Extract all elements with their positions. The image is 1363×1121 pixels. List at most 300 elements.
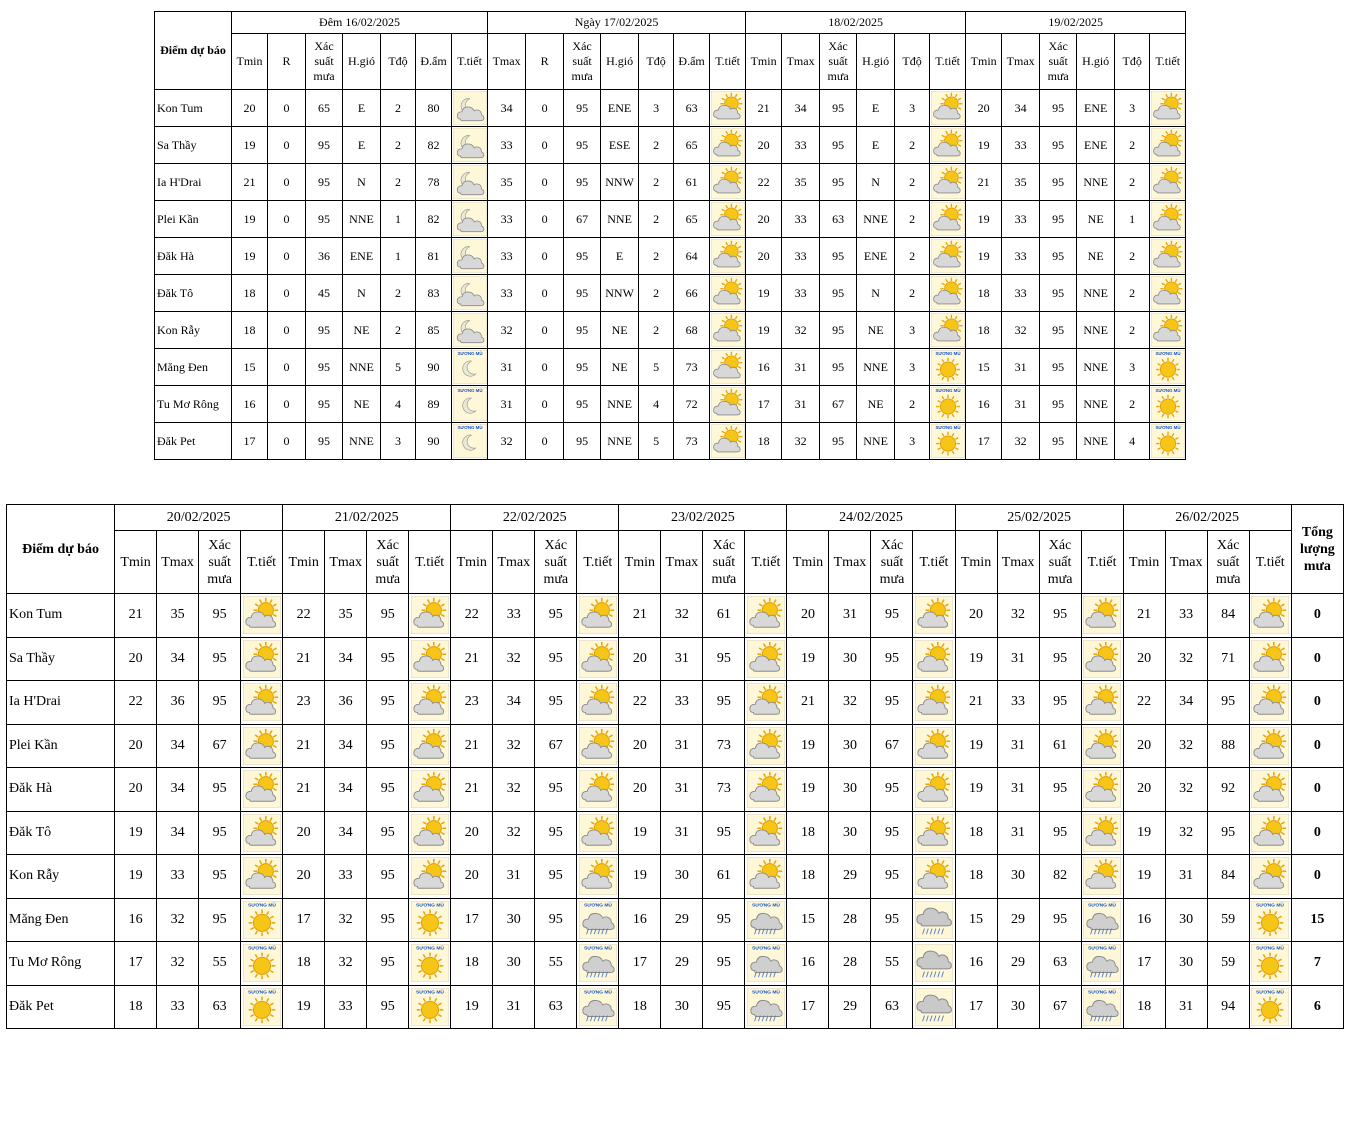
sun-cloud-icon (1150, 238, 1186, 275)
cell-t: 2 (1115, 386, 1150, 423)
cell-tmin: 21 (283, 637, 325, 681)
cell-total-rain: 7 (1291, 942, 1343, 986)
cell-m: 61 (674, 164, 710, 201)
sun-cloud-icon (710, 127, 746, 164)
column-header-x-c-su-t-m-a: Xác suất mưa (535, 531, 577, 594)
date-header: 24/02/2025 (787, 505, 955, 531)
date-header: 26/02/2025 (1123, 505, 1291, 531)
cell-m: 68 (674, 312, 710, 349)
cell-tmin: 22 (746, 164, 782, 201)
cell-tmin: 21 (451, 637, 493, 681)
fog-moon-icon (452, 349, 488, 386)
cell-tmax: 31 (997, 637, 1039, 681)
cell-tmax: 34 (325, 768, 367, 812)
cell-x-c-su-t-m-a: 95 (1040, 164, 1077, 201)
cell-x-c-su-t-m-a: 95 (820, 90, 857, 127)
cell-tmax: 32 (782, 312, 820, 349)
sun-cloud-icon (1249, 724, 1291, 768)
date-header: 21/02/2025 (283, 505, 451, 531)
cell-x-c-su-t-m-a: 95 (820, 127, 857, 164)
table-row (155, 164, 1186, 201)
cell-m: 82 (416, 201, 452, 238)
cell-tmax: 32 (1165, 811, 1207, 855)
cell-tmin: 21 (283, 768, 325, 812)
cell-tmax: 31 (997, 724, 1039, 768)
sun-cloud-icon (710, 90, 746, 127)
cell-tmax: 34 (1165, 681, 1207, 725)
sun-cloud-icon (930, 90, 966, 127)
cell-t: 2 (381, 90, 416, 127)
cell-tmin: 18 (787, 811, 829, 855)
cell-tmax: 31 (782, 349, 820, 386)
cell-x-c-su-t-m-a: 95 (1040, 90, 1077, 127)
cell-x-c-su-t-m-a: 95 (535, 855, 577, 899)
cell-h-gi: NNE (857, 423, 895, 460)
cell-h-gi: N (857, 164, 895, 201)
cell-tmax: 33 (325, 985, 367, 1029)
cell-tmin: 19 (746, 312, 782, 349)
column-header-t-ti-t: T.tiết (745, 531, 787, 594)
cell-tmin: 16 (955, 942, 997, 986)
column-header-x-c-su-t-m-a: Xác suất mưa (1039, 531, 1081, 594)
place-name: Ia H'Drai (155, 164, 232, 201)
sun-cloud-icon (1249, 855, 1291, 899)
cell-tmax: 33 (1002, 238, 1040, 275)
cell-tmin: 18 (955, 855, 997, 899)
cell-t: 2 (381, 164, 416, 201)
column-header-tmin: Tmin (966, 34, 1002, 90)
cell-tmin: 18 (232, 312, 268, 349)
sun-cloud-icon (577, 594, 619, 638)
cell-h-gi: NNE (1077, 312, 1115, 349)
column-header-t: Tđộ (381, 34, 416, 90)
rain-cloud-icon (913, 942, 955, 986)
cell-tmin: 17 (1123, 942, 1165, 986)
cell-total-rain: 0 (1291, 855, 1343, 899)
cell-x-c-su-t-m-a: 95 (367, 855, 409, 899)
cell-t: 2 (381, 275, 416, 312)
fog-sun-icon (1150, 423, 1186, 460)
sun-cloud-icon (577, 811, 619, 855)
cell-tmin: 20 (283, 811, 325, 855)
cell-x-c-su-t-m-a: 95 (1039, 768, 1081, 812)
cell-x-c-su-t-m-a: 95 (1040, 386, 1077, 423)
cell-tmax: 33 (493, 594, 535, 638)
fog-rain-icon (1081, 942, 1123, 986)
cell-x-c-su-t-m-a: 95 (535, 681, 577, 725)
sun-cloud-icon (1150, 275, 1186, 312)
cell-h-gi: NNE (601, 423, 639, 460)
cell-m: 65 (674, 127, 710, 164)
table-row (155, 90, 1186, 127)
place-name: Sa Thầy (7, 637, 115, 681)
cell-x-c-su-t-m-a: 95 (306, 164, 343, 201)
cell-h-gi: E (601, 238, 639, 275)
cell-tmax: 32 (1165, 637, 1207, 681)
cell-tmin: 17 (115, 942, 157, 986)
moon-cloud-icon (452, 127, 488, 164)
cell-tmin: 15 (787, 898, 829, 942)
cell-tmax: 31 (997, 811, 1039, 855)
cell-t: 3 (895, 349, 930, 386)
cell-tmax: 32 (157, 942, 199, 986)
cell-tmax: 31 (661, 768, 703, 812)
column-header-tmin: Tmin (232, 34, 268, 90)
cell-x-c-su-t-m-a: 95 (306, 127, 343, 164)
sun-cloud-icon (409, 594, 451, 638)
cell-m: 78 (416, 164, 452, 201)
fog-rain-icon (745, 985, 787, 1029)
cell-x-c-su-t-m-a: 95 (199, 811, 241, 855)
fog-label: SƯƠNG MÙ (415, 903, 444, 909)
column-header-h-gi: H.gió (343, 34, 381, 90)
sun-cloud-icon (930, 312, 966, 349)
column-header-t-ti-t: T.tiết (1150, 34, 1186, 90)
sun-cloud-icon (1150, 127, 1186, 164)
cell-x-c-su-t-m-a: 59 (1207, 898, 1249, 942)
cell-t: 2 (1115, 238, 1150, 275)
cell-tmax: 32 (488, 312, 526, 349)
cell-tmax: 34 (325, 724, 367, 768)
cell-tmax: 32 (1002, 423, 1040, 460)
cell-x-c-su-t-m-a: 95 (306, 386, 343, 423)
column-header-t-ti-t: T.tiết (577, 531, 619, 594)
cell-tmax: 34 (157, 811, 199, 855)
cell-tmin: 19 (283, 985, 325, 1029)
cell-t: 3 (639, 90, 674, 127)
cell-t: 2 (1115, 312, 1150, 349)
sun-cloud-icon (745, 811, 787, 855)
column-header-tmax: Tmax (997, 531, 1039, 594)
cell-t: 4 (1115, 423, 1150, 460)
place-header: Điểm dự báo (7, 505, 115, 594)
table-row (155, 312, 1186, 349)
cell-m: 73 (674, 349, 710, 386)
cell-h-gi: E (857, 127, 895, 164)
sun-cloud-icon (577, 637, 619, 681)
cell-x-c-su-t-m-a: 67 (564, 201, 601, 238)
cell-m: 85 (416, 312, 452, 349)
cell-tmin: 19 (966, 127, 1002, 164)
table-row (7, 898, 1344, 942)
cell-tmin: 21 (787, 681, 829, 725)
cell-tmax: 31 (829, 594, 871, 638)
cell-tmin: 21 (955, 681, 997, 725)
cell-r: 0 (268, 386, 306, 423)
cell-tmin: 19 (955, 637, 997, 681)
column-header-t-ti-t: T.tiết (1249, 531, 1291, 594)
cell-h-gi: NNE (1077, 275, 1115, 312)
sun-cloud-icon (409, 811, 451, 855)
cell-tmin: 16 (1123, 898, 1165, 942)
cell-r: 0 (268, 90, 306, 127)
column-header-x-c-su-t-m-a: Xác suất mưa (871, 531, 913, 594)
cell-tmin: 20 (746, 201, 782, 238)
place-name: Đăk Tô (155, 275, 232, 312)
cell-t: 2 (895, 238, 930, 275)
sun-cloud-icon (1081, 811, 1123, 855)
cell-tmax: 29 (661, 898, 703, 942)
fog-label: SƯƠNG MÙ (1088, 946, 1117, 952)
cell-r: 0 (526, 90, 564, 127)
cell-tmax: 32 (829, 681, 871, 725)
cell-x-c-su-t-m-a: 45 (306, 275, 343, 312)
cell-tmax: 33 (1165, 594, 1207, 638)
sun-cloud-icon (745, 724, 787, 768)
cell-tmax: 33 (782, 238, 820, 275)
cell-tmin: 20 (955, 594, 997, 638)
place-name: Sa Thầy (155, 127, 232, 164)
cell-tmin: 19 (746, 275, 782, 312)
cell-tmax: 31 (1002, 349, 1040, 386)
sun-cloud-icon (710, 201, 746, 238)
cell-tmin: 19 (232, 238, 268, 275)
cell-t: 1 (381, 201, 416, 238)
moon-cloud-icon (452, 312, 488, 349)
cell-tmin: 17 (955, 985, 997, 1029)
sun-cloud-icon (710, 386, 746, 423)
column-header-x-c-su-t-m-a: Xác suất mưa (1207, 531, 1249, 594)
cell-x-c-su-t-m-a: 67 (871, 724, 913, 768)
table-row (155, 349, 1186, 386)
cell-tmin: 22 (619, 681, 661, 725)
column-header-h-gi: H.gió (1077, 34, 1115, 90)
fog-sun-icon (409, 942, 451, 986)
cell-tmin: 19 (232, 201, 268, 238)
rain-cloud-icon (913, 985, 955, 1029)
forecast-table-extended-range (6, 504, 1344, 1029)
cell-total-rain: 0 (1291, 811, 1343, 855)
column-header-tmax: Tmax (488, 34, 526, 90)
sun-cloud-icon (1249, 681, 1291, 725)
cell-tmin: 19 (1123, 855, 1165, 899)
cell-x-c-su-t-m-a: 67 (199, 724, 241, 768)
moon-cloud-icon (452, 90, 488, 127)
sun-cloud-icon (1081, 594, 1123, 638)
cell-x-c-su-t-m-a: 95 (703, 898, 745, 942)
place-name: Đăk Pet (155, 423, 232, 460)
cell-t: 2 (639, 238, 674, 275)
sun-cloud-icon (241, 594, 283, 638)
cell-x-c-su-t-m-a: 95 (564, 90, 601, 127)
cell-t: 2 (639, 275, 674, 312)
fog-label: SƯƠNG MÙ (1256, 990, 1285, 996)
cell-h-gi: NE (1077, 201, 1115, 238)
place-name: Đăk Hà (7, 768, 115, 812)
place-name: Măng Đen (7, 898, 115, 942)
cell-t: 2 (639, 164, 674, 201)
fog-moon-icon (452, 386, 488, 423)
column-header-tmax: Tmax (829, 531, 871, 594)
column-header-t-ti-t: T.tiết (241, 531, 283, 594)
cell-x-c-su-t-m-a: 95 (367, 942, 409, 986)
place-name: Ia H'Drai (7, 681, 115, 725)
sun-cloud-icon (1150, 164, 1186, 201)
cell-tmax: 30 (493, 898, 535, 942)
cell-x-c-su-t-m-a: 95 (1039, 898, 1081, 942)
cell-tmax: 31 (661, 811, 703, 855)
column-header-t-ti-t: T.tiết (1081, 531, 1123, 594)
sun-cloud-icon (930, 238, 966, 275)
cell-h-gi: N (857, 275, 895, 312)
place-name: Plei Kần (7, 724, 115, 768)
cell-x-c-su-t-m-a: 95 (1040, 127, 1077, 164)
cell-x-c-su-t-m-a: 95 (820, 423, 857, 460)
cell-tmin: 18 (966, 275, 1002, 312)
fog-label: SƯƠNG MÙ (1256, 903, 1285, 909)
sun-cloud-icon (1081, 681, 1123, 725)
sun-cloud-icon (913, 855, 955, 899)
cell-x-c-su-t-m-a: 95 (871, 898, 913, 942)
cell-x-c-su-t-m-a: 95 (199, 681, 241, 725)
fog-label: SƯƠNG MÙ (751, 990, 780, 996)
sun-cloud-icon (930, 201, 966, 238)
cell-tmin: 16 (232, 386, 268, 423)
column-header-x-c-su-t-m-a: Xác suất mưa (199, 531, 241, 594)
column-header-tmax: Tmax (782, 34, 820, 90)
column-header-tmax: Tmax (1002, 34, 1040, 90)
cell-h-gi: NE (343, 386, 381, 423)
cell-tmax: 34 (493, 681, 535, 725)
cell-tmax: 30 (829, 811, 871, 855)
cell-t: 2 (381, 127, 416, 164)
cell-tmax: 33 (157, 985, 199, 1029)
cell-t: 3 (895, 90, 930, 127)
cell-r: 0 (526, 201, 564, 238)
fog-rain-icon (745, 898, 787, 942)
column-header-tmin: Tmin (115, 531, 157, 594)
cell-x-c-su-t-m-a: 36 (306, 238, 343, 275)
cell-r: 0 (268, 423, 306, 460)
cell-t: 2 (639, 312, 674, 349)
fog-label: SƯƠNG MÙ (247, 990, 276, 996)
sun-cloud-icon (241, 681, 283, 725)
cell-tmax: 30 (829, 724, 871, 768)
cell-r: 0 (268, 312, 306, 349)
cell-tmin: 17 (966, 423, 1002, 460)
cell-r: 0 (268, 275, 306, 312)
cell-total-rain: 0 (1291, 768, 1343, 812)
place-name: Kon Tum (155, 90, 232, 127)
sun-cloud-icon (745, 768, 787, 812)
cell-x-c-su-t-m-a: 95 (367, 594, 409, 638)
cell-tmin: 20 (787, 594, 829, 638)
sun-cloud-icon (913, 724, 955, 768)
table-row (155, 238, 1186, 275)
cell-tmin: 19 (966, 238, 1002, 275)
cell-tmin: 15 (966, 349, 1002, 386)
fog-rain-icon (577, 942, 619, 986)
cell-tmin: 21 (966, 164, 1002, 201)
cell-t: 2 (895, 201, 930, 238)
sun-cloud-icon (1150, 90, 1186, 127)
sun-cloud-icon (241, 855, 283, 899)
cell-h-gi: NE (857, 386, 895, 423)
cell-tmin: 19 (787, 637, 829, 681)
cell-tmax: 35 (325, 594, 367, 638)
cell-x-c-su-t-m-a: 95 (564, 238, 601, 275)
cell-t: 4 (381, 386, 416, 423)
cell-tmin: 16 (787, 942, 829, 986)
cell-x-c-su-t-m-a: 94 (1207, 985, 1249, 1029)
cell-x-c-su-t-m-a: 95 (367, 681, 409, 725)
sun-cloud-icon (913, 637, 955, 681)
cell-tmin: 20 (966, 90, 1002, 127)
cell-x-c-su-t-m-a: 63 (1039, 942, 1081, 986)
cell-tmin: 17 (451, 898, 493, 942)
cell-tmin: 15 (232, 349, 268, 386)
moon-cloud-icon (452, 238, 488, 275)
cell-tmin: 19 (232, 127, 268, 164)
fog-label: SƯƠNG MÙ (457, 351, 483, 357)
cell-tmax: 28 (829, 898, 871, 942)
cell-x-c-su-t-m-a: 82 (1039, 855, 1081, 899)
cell-x-c-su-t-m-a: 95 (199, 637, 241, 681)
cell-tmax: 32 (661, 594, 703, 638)
cell-t: 2 (1115, 275, 1150, 312)
cell-tmax: 30 (1165, 898, 1207, 942)
cell-x-c-su-t-m-a: 84 (1207, 594, 1249, 638)
cell-m: 80 (416, 90, 452, 127)
fog-label: SƯƠNG MÙ (1088, 903, 1117, 909)
cell-tmin: 19 (966, 201, 1002, 238)
cell-r: 0 (268, 201, 306, 238)
cell-x-c-su-t-m-a: 95 (1040, 312, 1077, 349)
fog-sun-icon (930, 423, 966, 460)
cell-t: 3 (381, 423, 416, 460)
sun-cloud-icon (913, 681, 955, 725)
cell-x-c-su-t-m-a: 95 (535, 637, 577, 681)
cell-x-c-su-t-m-a: 95 (564, 164, 601, 201)
column-header-r: R (526, 34, 564, 90)
place-name: Măng Đen (155, 349, 232, 386)
cell-tmin: 18 (1123, 985, 1165, 1029)
sun-cloud-icon (1249, 811, 1291, 855)
cell-tmax: 33 (782, 275, 820, 312)
sun-cloud-icon (913, 594, 955, 638)
cell-tmin: 16 (966, 386, 1002, 423)
fog-label: SƯƠNG MÙ (1155, 388, 1181, 394)
cell-h-gi: N (343, 164, 381, 201)
cell-r: 0 (526, 386, 564, 423)
table-row (155, 386, 1186, 423)
cell-x-c-su-t-m-a: 95 (1207, 681, 1249, 725)
table-row (7, 985, 1344, 1029)
cell-h-gi: E (857, 90, 895, 127)
fog-sun-icon (409, 985, 451, 1029)
cell-tmin: 18 (232, 275, 268, 312)
column-header-h-gi: H.gió (601, 34, 639, 90)
cell-tmax: 33 (997, 681, 1039, 725)
cell-x-c-su-t-m-a: 95 (871, 637, 913, 681)
fog-rain-icon (577, 985, 619, 1029)
cell-tmax: 32 (1165, 768, 1207, 812)
cell-tmax: 34 (325, 811, 367, 855)
cell-x-c-su-t-m-a: 61 (1039, 724, 1081, 768)
fog-label: SƯƠNG MÙ (1155, 425, 1181, 431)
cell-tmax: 31 (493, 985, 535, 1029)
cell-r: 0 (526, 238, 564, 275)
cell-tmin: 21 (746, 90, 782, 127)
cell-total-rain: 0 (1291, 637, 1343, 681)
cell-h-gi: N (343, 275, 381, 312)
cell-x-c-su-t-m-a: 95 (703, 985, 745, 1029)
cell-tmax: 31 (488, 349, 526, 386)
period-header: 18/02/2025 (746, 12, 966, 34)
cell-h-gi: NNW (601, 275, 639, 312)
cell-x-c-su-t-m-a: 95 (871, 811, 913, 855)
cell-tmax: 32 (997, 594, 1039, 638)
